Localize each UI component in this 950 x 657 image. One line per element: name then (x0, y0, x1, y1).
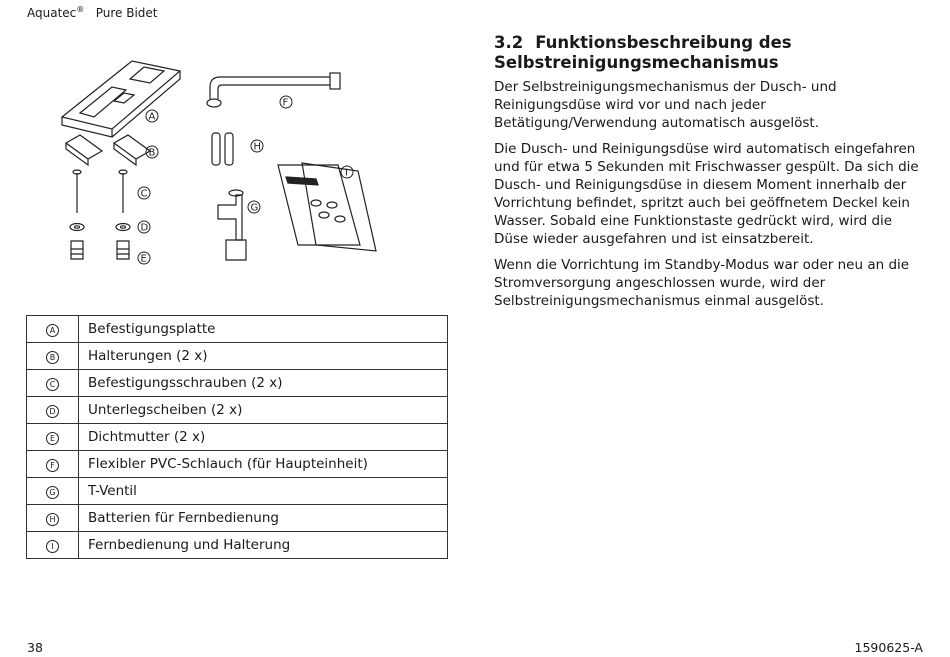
part-key-letter: C (46, 378, 59, 391)
callout-f: F (282, 97, 289, 109)
part-key-letter: B (46, 351, 59, 364)
callout-b: B (148, 147, 156, 159)
table-row (27, 505, 448, 532)
callout-g: G (250, 202, 259, 214)
callout-i: I (345, 167, 348, 179)
part-description: Flexibler PVC-Schlauch (für Haupteinheit) (79, 451, 448, 478)
callout-h: H (253, 141, 262, 153)
table-row (27, 370, 448, 397)
product-name: Pure Bidet (95, 6, 158, 20)
table-row (27, 532, 448, 559)
table-row (27, 316, 448, 343)
part-key-letter: H (46, 513, 59, 526)
part-key-letter: I (46, 540, 59, 553)
callout-e: E (140, 253, 147, 265)
page-number: 38 (27, 640, 43, 655)
section-title-line2: Selbstreinigungsmechanismus (494, 53, 779, 72)
seal-nuts-drawing (71, 241, 129, 259)
part-description: Dichtmutter (2 x) (79, 424, 448, 451)
part-key-letter: F (46, 459, 59, 472)
paragraph-3: Wenn die Vorrichtung im Standby-Modus war oder neu an die Stromversorgung angeschlossen wurde, wird der Selbstreinigungsmechanismus einmal ausgelöst. (494, 257, 910, 309)
table-row (27, 451, 448, 478)
part-key-letter: G (46, 486, 59, 499)
parts-table (26, 315, 448, 559)
section-title-line1: Funktionsbeschreibung des (535, 33, 792, 52)
part-key-cell (27, 532, 79, 559)
callout-a: A (148, 111, 156, 123)
batteries-drawing (212, 133, 233, 165)
part-key-letter: A (46, 324, 59, 337)
screws-drawing (73, 170, 127, 213)
callout-c: C (140, 188, 148, 200)
table-row (27, 478, 448, 505)
section-3-2 (494, 33, 924, 318)
table-row (27, 343, 448, 370)
part-description: Fernbedienung und Halterung (79, 532, 448, 559)
brackets-drawing (66, 135, 150, 165)
parts-illustration (40, 55, 440, 295)
part-description: Unterlegscheiben (2 x) (79, 397, 448, 424)
part-description: Batterien für Fernbedienung (79, 505, 448, 532)
hose-drawing (207, 73, 340, 107)
part-description: Halterungen (2 x) (79, 343, 448, 370)
part-key-cell (27, 451, 79, 478)
table-row (27, 397, 448, 424)
remote-holder-drawing (278, 163, 376, 251)
t-valve-drawing (218, 190, 246, 260)
part-key-letter: D (46, 405, 59, 418)
part-key-letter: E (46, 432, 59, 445)
part-description: Befestigungsschrauben (2 x) (79, 370, 448, 397)
part-key-cell (27, 478, 79, 505)
part-key-cell (27, 370, 79, 397)
part-description: Befestigungsplatte (79, 316, 448, 343)
section-heading (494, 33, 924, 73)
section-number: 3.2 (494, 33, 524, 52)
callout-d: D (140, 222, 149, 234)
part-key-cell (27, 424, 79, 451)
running-header (27, 5, 158, 20)
part-key-cell (27, 343, 79, 370)
washers-drawing (70, 224, 130, 231)
mounting-plate-drawing (62, 61, 180, 137)
paragraph-2: Die Dusch- und Reinigungsdüse wird automatisch eingefahren und für etwa 5 Sekunden mit Frischwasser gespült. Da sich die Dusch- und Reinigungsdüse in diesem Moment innerhalb der Vorrichtung befindet, spritzt auch bei geöffnetem Deckel kein Wasser. Sobald eine Funktionstaste gedrückt wird, wird die Düse wieder ausgefahren und ist einsatzbereit. (494, 141, 919, 247)
part-key-cell (27, 316, 79, 343)
paragraph-1: Der Selbstreinigungsmechanismus der Dusch- und Reinigungsdüse wird vor und nach jeder Betätigung/Verwendung automatisch ausgelöst. (494, 79, 837, 131)
part-key-cell (27, 505, 79, 532)
registered-mark: ® (76, 5, 85, 14)
document-id: 1590625-A (854, 640, 923, 655)
table-row (27, 424, 448, 451)
part-description: T-Ventil (79, 478, 448, 505)
parts-drawing (40, 55, 440, 295)
brand-name: Aquatec (27, 6, 77, 20)
part-key-cell (27, 397, 79, 424)
